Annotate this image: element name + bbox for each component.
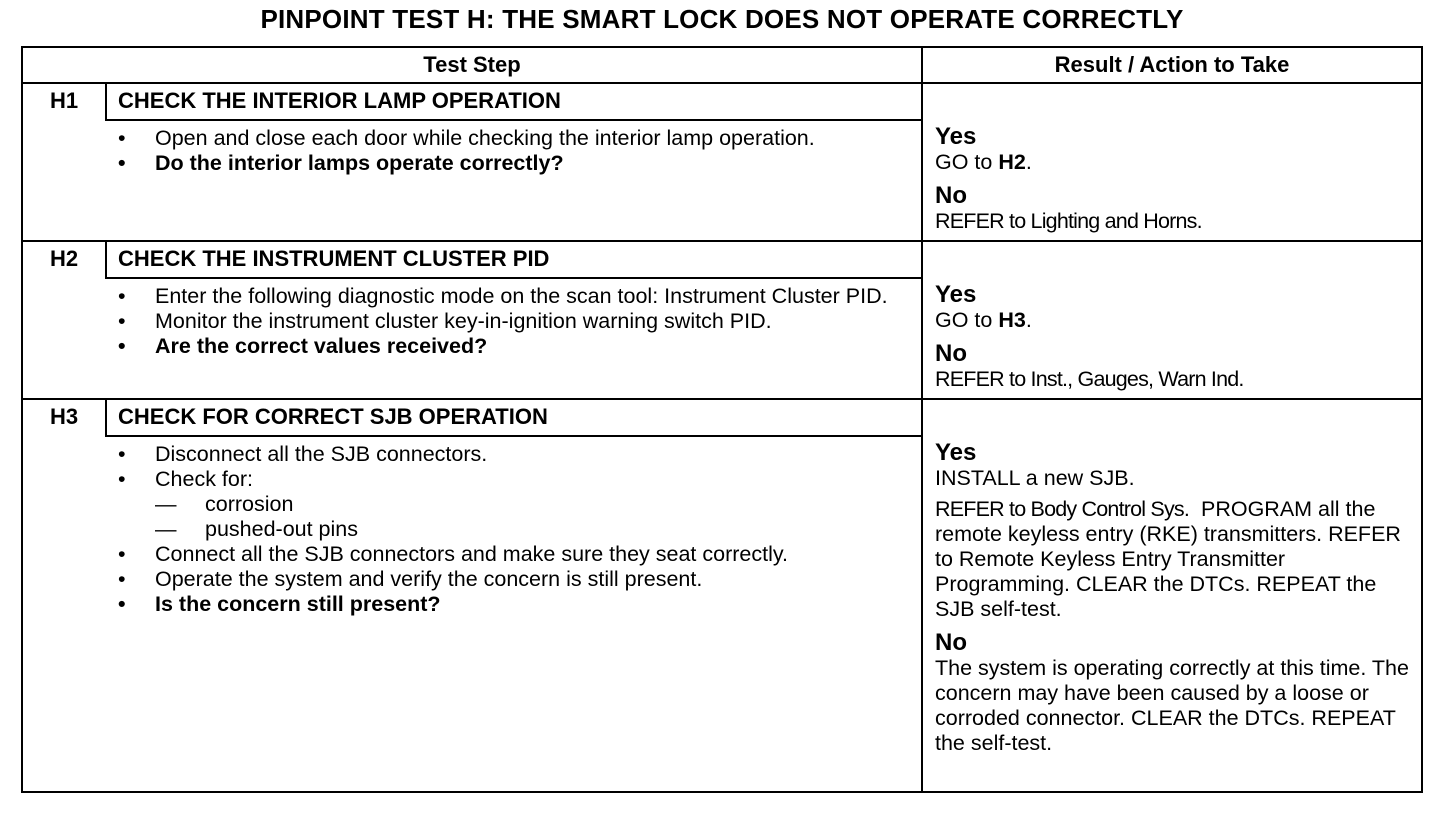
step-rule [23,240,1421,242]
list-item: • Enter the following diagnostic mode on the scan tool: Instrument Cluster PID. [118,284,888,308]
result-block [935,124,1415,234]
page-title: PINPOINT TEST H: THE SMART LOCK DOES NOT OPERATE CORRECTLY [260,4,1184,34]
step-id: H3 [49,404,79,429]
yes-action-detail: REFER to Body Control Sys. PROGRAM all the remote keyless entry (RKE) transmitters. REFER to Remote Keyless Entry Transmitter Programming. CLEAR the DTCs. REPEAT the SJB self-test. [935,497,1401,621]
list-item: • Do the interior lamps operate correctly? [118,151,564,175]
list-subitem: — corrosion [155,492,294,516]
step-rule [23,398,1421,400]
no-action: REFER to Lighting and Horns. [935,209,1202,233]
step-reference: H2 [998,150,1026,174]
list-item: • Monitor the instrument cluster key-in-ignition warning switch PID. [118,309,772,333]
step-id: H2 [49,246,79,271]
yes-action: INSTALL a new SJB. [935,466,1135,490]
step-title-rule [105,277,923,279]
no-label: No [935,182,967,209]
yes-label: Yes [935,281,977,308]
no-action: The system is operating correctly at this time. The concern may have been caused by a loose or corroded connector. CLEAR the DTCs. REPEAT the self-test. [935,656,1409,755]
list-item: • Are the correct values received? [118,334,488,358]
list-item: • Is the concern still present? [118,592,441,616]
list-item: • Open and close each door while checking the interior lamp operation. [118,126,815,150]
no-action: REFER to Inst., Gauges, Warn Ind. [935,367,1244,391]
list-item: • Operate the system and verify the concern is still present. [118,567,703,591]
dash: — [155,492,177,516]
yes-label: Yes [935,123,977,150]
step-title: CHECK THE INTERIOR LAMP OPERATION [118,88,561,113]
column-divider [921,48,923,791]
bullet: • [118,334,126,358]
id-divider [105,241,107,278]
step-title: CHECK FOR CORRECT SJB OPERATION [118,404,548,429]
step-title-rule [105,435,923,437]
bullet: • [118,467,126,491]
result-block [935,282,1415,392]
list-item: • Disconnect all the SJB connectors. [118,442,488,466]
list-item: • Connect all the SJB connectors and make sure they seat correctly. [118,542,788,566]
bullet: • [118,542,126,566]
bullet: • [118,442,126,466]
id-divider [105,83,107,120]
bullet: • [118,309,126,333]
yes-action: GO to H3. [935,308,1032,332]
list-subitem: — pushed-out pins [155,517,358,541]
bullet: • [118,567,126,591]
header-test-step: Test Step [423,52,521,77]
yes-action: GO to H2. [935,150,1032,174]
step-instructions [23,284,903,359]
step-title-rule [105,119,923,121]
yes-label: Yes [935,439,977,466]
bullet: • [118,126,126,150]
header-result: Result / Action to Take [1054,52,1290,77]
dash: — [155,517,177,541]
step-id: H1 [49,88,79,113]
step-instructions [23,126,903,176]
header-rule [23,82,1421,84]
step-title: CHECK THE INSTRUMENT CLUSTER PID [118,246,550,271]
id-divider [105,399,107,436]
pinpoint-test-table [21,46,1423,793]
bullet: • [118,284,126,308]
no-label: No [935,340,967,367]
result-block [935,440,1415,756]
bullet: • [118,151,126,175]
step-reference: H3 [998,308,1026,332]
no-label: No [935,629,967,656]
bullet: • [118,592,126,616]
step-instructions [23,442,903,617]
list-item: • Check for: [118,467,253,491]
